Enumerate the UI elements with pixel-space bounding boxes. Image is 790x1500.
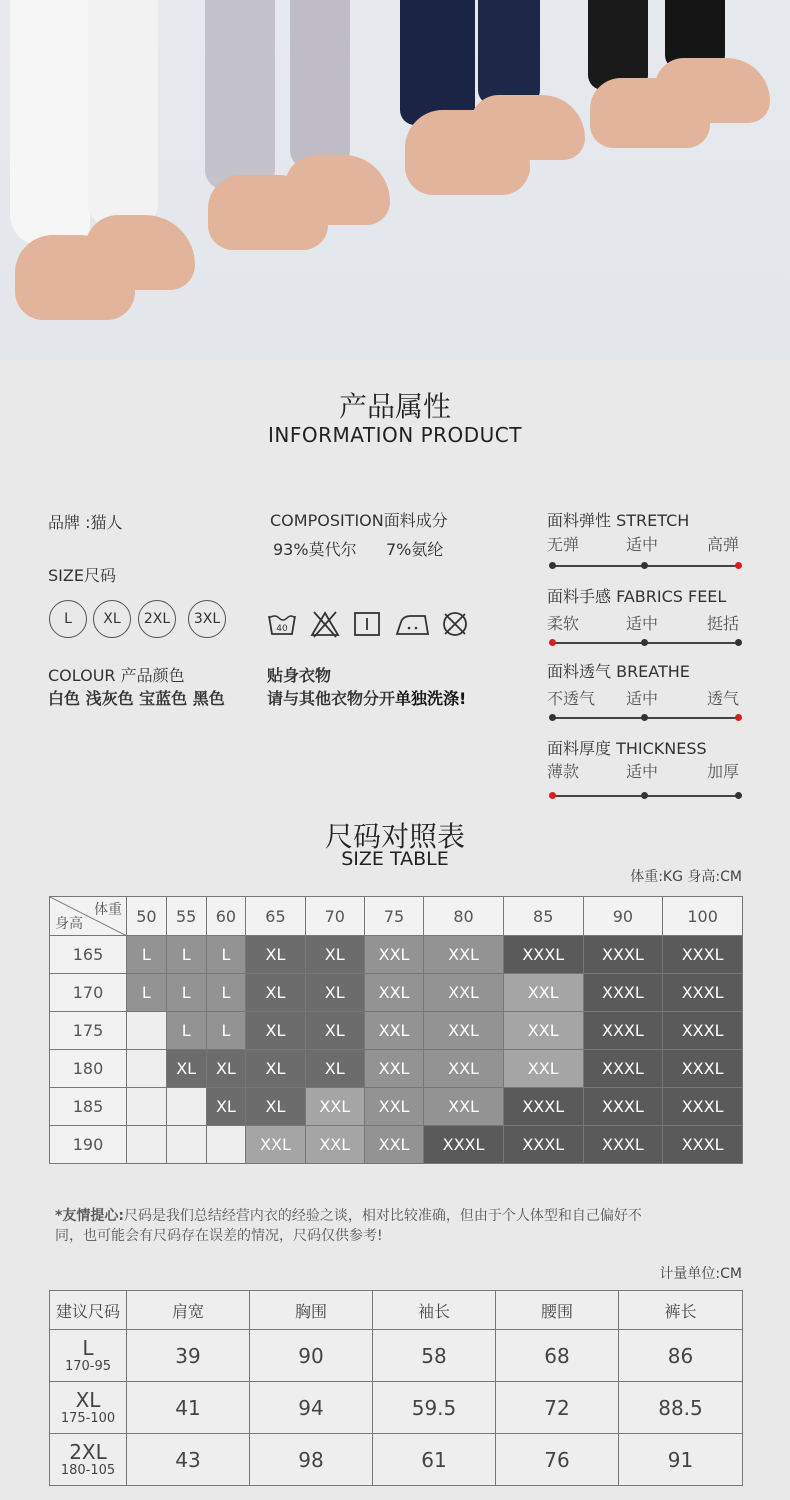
size-cell: L	[127, 936, 167, 974]
size-cell: XXXL	[583, 1126, 663, 1164]
size-cell: XL	[246, 974, 305, 1012]
size-cell: XXL	[424, 936, 504, 974]
size-cell: L	[166, 936, 206, 974]
size-table-title-en: SIZE TABLE	[341, 848, 449, 870]
size-cell: XL	[246, 1088, 305, 1126]
scale-bar	[551, 565, 739, 567]
colour-label: COLOUR 产品颜色	[48, 666, 185, 685]
size-cell	[127, 1050, 167, 1088]
foot	[470, 95, 585, 160]
measure-cell: 94	[250, 1382, 373, 1434]
size-cell: L	[206, 936, 246, 974]
size-cell: XXL	[305, 1126, 364, 1164]
size-label: SIZE尺码	[48, 566, 116, 585]
scale-mid: 适中	[626, 762, 659, 781]
scale-title: 面料手感 FABRICS FEEL	[547, 587, 727, 606]
measure-cell: 72	[496, 1382, 619, 1434]
scale-right: 高弹	[707, 535, 740, 554]
size-cell: XXXL	[503, 936, 583, 974]
size-sub: 170-95	[64, 1358, 112, 1374]
size-cell: XXL	[424, 1012, 504, 1050]
wash-note-2b: 单独洗涤!	[395, 689, 467, 708]
size-cell: XXXL	[583, 1012, 663, 1050]
measure-cell: 58	[373, 1330, 496, 1382]
size-cell: XL	[246, 936, 305, 974]
brand-label: 品牌 :猫人	[48, 513, 123, 532]
corner-weight: 体重	[94, 902, 122, 918]
scale-dot	[735, 639, 742, 646]
size-table-corner	[50, 897, 127, 936]
measure-cell: 68	[496, 1330, 619, 1382]
size-cell: XL	[305, 1050, 364, 1088]
scale-dot	[549, 562, 556, 569]
size-cell: L	[206, 974, 246, 1012]
size-cell: XXXL	[583, 1050, 663, 1088]
size-cell: XL	[246, 1050, 305, 1088]
no-dry-clean-icon	[440, 610, 470, 638]
measure-header-cell: 腰围	[496, 1291, 619, 1330]
tumble-dry-icon	[352, 610, 382, 638]
weight-header: 90	[583, 897, 663, 936]
size-cell: XXL	[424, 1050, 504, 1088]
size-name: XL	[75, 1387, 101, 1412]
scale-dot	[549, 714, 556, 721]
navy-leg	[400, 0, 475, 125]
size-label-cell	[50, 1330, 127, 1382]
scale-mid: 适中	[626, 614, 659, 633]
size-pill-2xl: 2XL	[138, 600, 176, 638]
size-cell: XXXL	[424, 1126, 504, 1164]
scale-right: 加厚	[707, 762, 740, 781]
size-cell	[127, 1088, 167, 1126]
size-cell: XXL	[364, 1126, 423, 1164]
table-row	[50, 1330, 743, 1382]
foot	[655, 58, 770, 123]
measure-header-cell: 裤长	[619, 1291, 743, 1330]
size-name: L	[82, 1335, 94, 1360]
scale-right: 挺括	[707, 614, 740, 633]
size-cell: XXL	[424, 974, 504, 1012]
scale-right: 透气	[707, 689, 740, 708]
scale-dot-selected	[549, 639, 556, 646]
size-cell: L	[127, 974, 167, 1012]
scale-mid: 适中	[626, 689, 659, 708]
measure-header-cell: 建议尺码	[50, 1291, 127, 1330]
tip-text-1: 尺码是我们总结经营内衣的经验之谈，相对比较准确，但由于个人体型和自己偏好不	[123, 1208, 642, 1224]
scale-dot	[641, 639, 648, 646]
black-leg	[588, 0, 648, 90]
size-cell: XXXL	[583, 974, 663, 1012]
size-table-unit: 体重:KG 身高:CM	[630, 869, 742, 885]
no-bleach-icon	[310, 610, 340, 638]
size-table-title-cn: 尺码对照表	[324, 820, 465, 853]
white-leg-2	[88, 0, 158, 225]
measure-table	[49, 1290, 743, 1486]
size-cell: XXXL	[663, 936, 743, 974]
scale-left: 不透气	[547, 689, 596, 708]
size-cell: XXL	[503, 1050, 583, 1088]
size-cell: XXXL	[663, 1088, 743, 1126]
measure-header-cell: 胸围	[250, 1291, 373, 1330]
scale-bar	[551, 642, 739, 644]
measure-header-cell: 袖长	[373, 1291, 496, 1330]
height-cell: 165	[50, 936, 127, 974]
wash-note-2a: 请与其他衣物分开	[267, 689, 396, 708]
scale-left: 柔软	[547, 614, 580, 633]
measure-cell: 86	[619, 1330, 743, 1382]
scale-bar	[551, 795, 739, 797]
size-cell: XXL	[503, 974, 583, 1012]
size-cell	[166, 1088, 206, 1126]
size-cell: XL	[305, 974, 364, 1012]
size-pill-xl: XL	[93, 600, 131, 638]
scale-bar	[551, 717, 739, 719]
size-cell: XXL	[364, 936, 423, 974]
weight-header: 80	[424, 897, 504, 936]
size-sub: 180-105	[60, 1462, 116, 1478]
wash-note-2	[267, 686, 466, 709]
size-cell: XXL	[503, 1012, 583, 1050]
scale-dot	[641, 562, 648, 569]
scale-dot-selected	[549, 792, 556, 799]
size-cell	[127, 1012, 167, 1050]
white-leg	[10, 0, 90, 245]
size-cell: XL	[305, 936, 364, 974]
info-title-cn: 产品属性	[338, 390, 451, 423]
weight-header: 100	[663, 897, 743, 936]
scale-title: 面料弹性 STRETCH	[547, 511, 690, 530]
size-cell: L	[206, 1012, 246, 1050]
wash-temp: 40	[276, 624, 288, 634]
table-row	[50, 1434, 743, 1486]
size-table-header	[50, 897, 743, 936]
size-cell: XXL	[364, 1088, 423, 1126]
size-cell: XXXL	[663, 1012, 743, 1050]
measure-cell: 90	[250, 1330, 373, 1382]
size-cell: XXL	[246, 1126, 305, 1164]
table-row	[50, 1050, 743, 1088]
scale-title: 面料厚度 THICKNESS	[547, 739, 707, 758]
size-cell: XL	[305, 1012, 364, 1050]
table-row	[50, 936, 743, 974]
size-cell	[166, 1126, 206, 1164]
size-cell: XXXL	[503, 1088, 583, 1126]
measure-header	[50, 1291, 743, 1330]
table-row	[50, 1012, 743, 1050]
hero-photo	[0, 0, 790, 360]
size-cell: XXL	[364, 1050, 423, 1088]
measure-header-cell: 肩宽	[127, 1291, 250, 1330]
height-cell: 170	[50, 974, 127, 1012]
scale-dot	[641, 714, 648, 721]
scale-dot	[735, 792, 742, 799]
corner-height: 身高	[55, 916, 83, 932]
scale-left: 无弹	[547, 535, 580, 554]
size-cell: XXXL	[503, 1126, 583, 1164]
size-table	[49, 896, 743, 1164]
height-cell: 185	[50, 1088, 127, 1126]
table-row	[50, 1126, 743, 1164]
grey-leg	[205, 0, 275, 190]
size-cell: XXL	[364, 1012, 423, 1050]
measure-cell: 59.5	[373, 1382, 496, 1434]
size-label-cell	[50, 1434, 127, 1486]
size-cell: L	[166, 1012, 206, 1050]
weight-header: 50	[127, 897, 167, 936]
weight-header: 75	[364, 897, 423, 936]
scale-dot-selected	[735, 562, 742, 569]
size-cell: XXL	[305, 1088, 364, 1126]
measure-cell: 91	[619, 1434, 743, 1486]
size-name: 2XL	[69, 1439, 107, 1464]
wash-note-1: 贴身衣物	[267, 666, 332, 685]
table-row	[50, 974, 743, 1012]
size-cell: XXL	[364, 974, 423, 1012]
tip-text-2: 同，也可能会有尺码存在误差的情况，尺码仅供参考!	[55, 1228, 383, 1244]
weight-header: 85	[503, 897, 583, 936]
height-cell: 180	[50, 1050, 127, 1088]
tip-label: *友情提心:	[55, 1208, 124, 1224]
wash-40-icon	[267, 610, 297, 638]
size-cell: XL	[206, 1050, 246, 1088]
composition-spandex: 7%氨纶	[386, 540, 444, 559]
scale-title: 面料透气 BREATHE	[547, 662, 690, 681]
weight-header: 60	[206, 897, 246, 936]
table-row	[50, 1382, 743, 1434]
scale-dot-selected	[735, 714, 742, 721]
composition-modal: 93%莫代尔	[273, 540, 357, 559]
foot	[85, 215, 195, 290]
scale-mid: 适中	[626, 535, 659, 554]
grey-leg-2	[290, 0, 350, 170]
height-cell: 175	[50, 1012, 127, 1050]
weight-header: 55	[166, 897, 206, 936]
size-cell: XXL	[424, 1088, 504, 1126]
size-sub: 175-100	[60, 1410, 116, 1426]
table-row	[50, 1088, 743, 1126]
navy-leg-2	[478, 0, 540, 105]
weight-header: 70	[305, 897, 364, 936]
size-cell: XL	[246, 1012, 305, 1050]
size-cell	[127, 1126, 167, 1164]
size-cell: XXXL	[663, 974, 743, 1012]
height-cell: 190	[50, 1126, 127, 1164]
tip-line-1	[55, 1205, 642, 1225]
measure-cell: 43	[127, 1434, 250, 1486]
weight-header: 65	[246, 897, 305, 936]
measure-cell: 98	[250, 1434, 373, 1486]
size-cell: XXXL	[583, 1088, 663, 1126]
composition-label: COMPOSITION面料成分	[270, 511, 448, 530]
size-cell: XL	[166, 1050, 206, 1088]
size-label-cell	[50, 1382, 127, 1434]
size-cell	[206, 1126, 246, 1164]
foot	[285, 155, 390, 225]
size-cell: XL	[206, 1088, 246, 1126]
measure-cell: 61	[373, 1434, 496, 1486]
product-info-page	[0, 360, 790, 1500]
size-cell: L	[166, 974, 206, 1012]
measure-cell: 41	[127, 1382, 250, 1434]
size-cell: XXXL	[583, 936, 663, 974]
size-cell: XXXL	[663, 1050, 743, 1088]
info-title-en: INFORMATION PRODUCT	[268, 423, 522, 447]
size-pill-3xl: 3XL	[188, 600, 226, 638]
scale-dot	[641, 792, 648, 799]
iron-icon	[395, 610, 431, 638]
size-cell: XXXL	[663, 1126, 743, 1164]
size-pill-l: L	[49, 600, 87, 638]
colour-list: 白色 浅灰色 宝蓝色 黑色	[48, 689, 225, 708]
measure-cell: 88.5	[619, 1382, 743, 1434]
measure-cell: 76	[496, 1434, 619, 1486]
measure-cell: 39	[127, 1330, 250, 1382]
measure-unit: 计量单位:CM	[659, 1266, 742, 1282]
scale-left: 薄款	[547, 762, 580, 781]
